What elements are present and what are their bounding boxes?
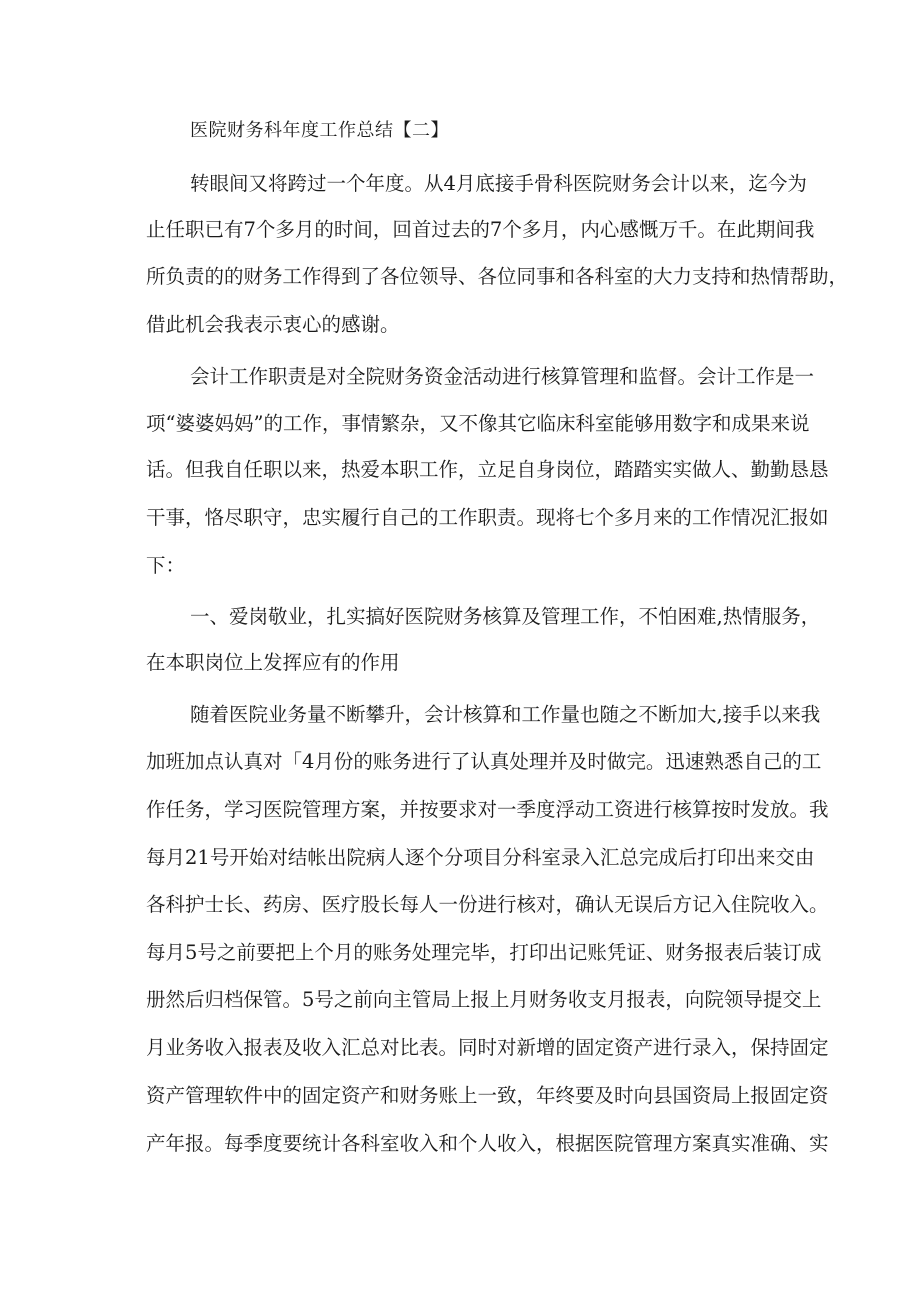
paragraph-3-line-2: 在本职岗位上发挥应有的作用 <box>146 651 400 674</box>
paragraph-4-line-3: 作任务，学习医院管理方案，并按要求对一季度浮动工资进行核算按时发放。我 <box>146 798 829 821</box>
document-title: 医院财务科年度工作总结【二】 <box>190 120 449 141</box>
paragraph-4-line-6: 每月5号之前要把上个月的账务处理完毕，打印出记账凭证、财务报表后装订成 <box>146 941 822 964</box>
paragraph-2-line-3: 话。但我自任职以来，热爱本职工作，立足自身岗位，踏踏实实做人、勤勤恳恳 <box>146 458 829 481</box>
paragraph-1-line-4: 借此机会我表示衷心的感谢。 <box>146 313 400 336</box>
paragraph-3-line-1: 一、爱岗敬业，扎实搞好医院财务核算及管理工作，不怕困难,热情服务， <box>190 605 821 628</box>
paragraph-1-line-1: 转眼间又将跨过一个年度。从4月底接手骨科医院财务会计以来，迄今为 <box>190 172 807 195</box>
paragraph-2-line-5: 下： <box>146 554 186 577</box>
paragraph-4-line-1: 随着医院业务量不断攀升，会计核算和工作量也随之不断加大,接手以来我 <box>190 703 821 726</box>
paragraph-4-line-9: 资产管理软件中的固定资产和财务账上一致，年终要及时向县国资局上报固定资 <box>146 1084 829 1107</box>
paragraph-1-line-3: 所负责的的财务工作得到了各位领导、各位同事和各科室的大力支持和热情帮助， <box>146 265 849 288</box>
paragraph-2-line-2: 项“婆婆妈妈”的工作，事情繁杂，又不像其它临床科室能够用数字和成果来说 <box>146 412 810 435</box>
paragraph-4-line-10: 产年报。每季度要统计各科室收入和个人收入，根据医院管理方案真实准确、实 <box>146 1132 829 1155</box>
paragraph-4-line-7: 册然后归档保管。5号之前向主管局上报上月财务收支月报表，向院领导提交上 <box>146 988 822 1011</box>
paragraph-4-line-5: 各科护士长、药房、医疗股长每人一份进行核对，确认无误后方记入住院收入。 <box>146 893 829 916</box>
paragraph-2-line-1: 会计工作职责是对全院财务资金活动进行核算管理和监督。会计工作是一 <box>190 365 815 388</box>
paragraph-1-line-2: 止任职已有7个多月的时间，回首过去的7个多月，内心感慨万千。在此期间我 <box>146 218 815 241</box>
paragraph-4-line-4: 每月21号开始对结帐出院病人逐个分项目分科室录入汇总完成后打印出来交由 <box>146 846 815 869</box>
paragraph-4-line-2: 加班加点认真对「4月份的账务进行了认真处理并及时做完。迅速熟悉自己的工 <box>146 750 822 773</box>
paragraph-4-line-8: 月业务收入报表及收入汇总对比表。同时对新增的固定资产进行录入，保持固定 <box>146 1036 829 1059</box>
paragraph-2-line-4: 干事，恪尽职守，忠实履行自己的工作职责。现将七个多月来的工作情况汇报如 <box>146 506 829 529</box>
